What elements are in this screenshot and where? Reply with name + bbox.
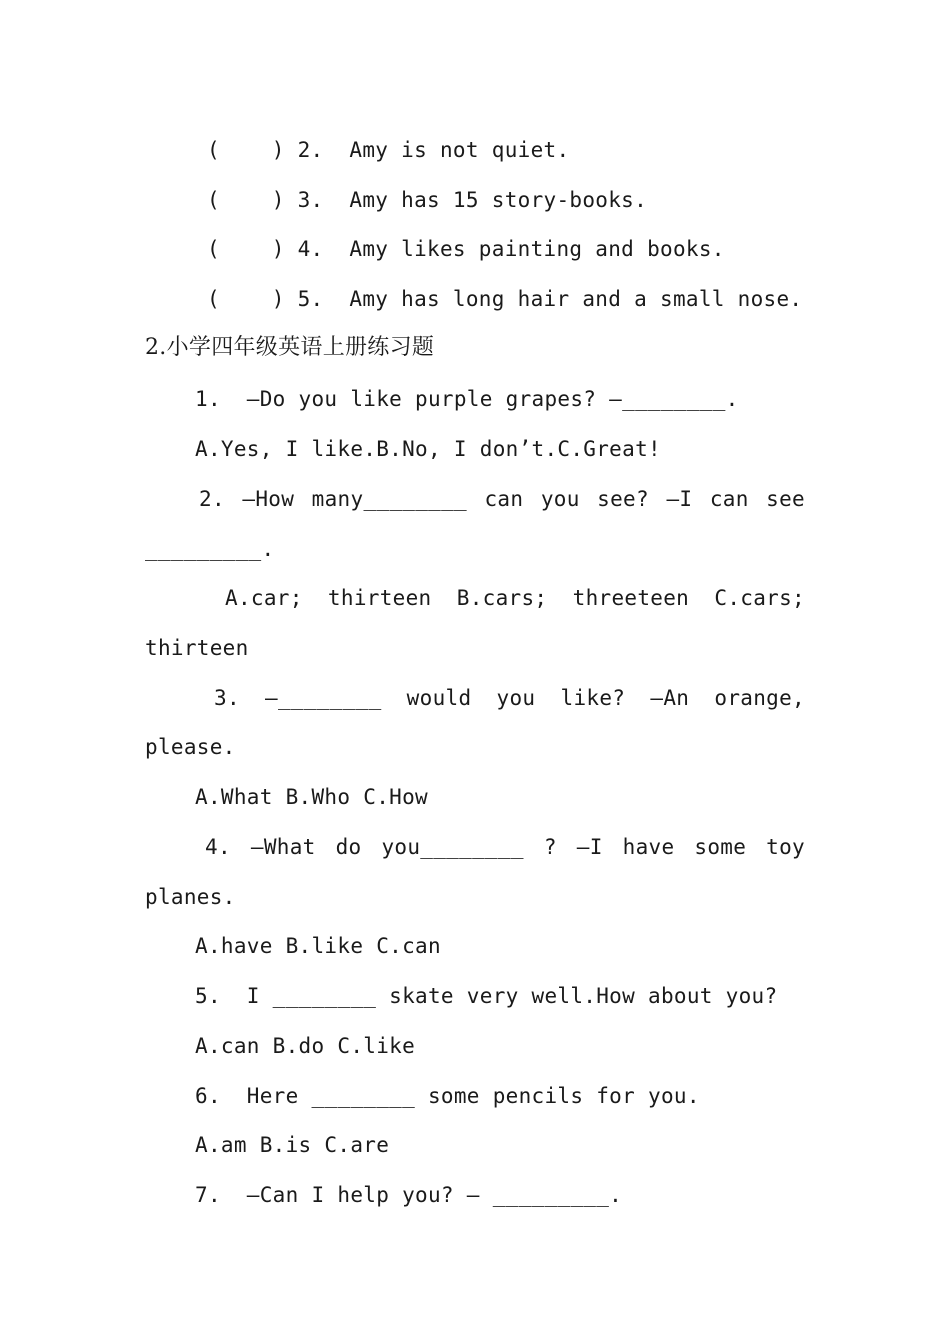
question-line: ( ) 2. Amy is not quiet. bbox=[207, 138, 570, 162]
question-line: _________. bbox=[145, 537, 275, 561]
answer-options: A.What B.Who C.How bbox=[195, 785, 428, 809]
section-heading: 2.小学四年级英语上册练习题 bbox=[145, 335, 435, 360]
answer-options: A.am B.is C.are bbox=[195, 1133, 390, 1157]
answer-options: A.Yes, I like.B.No, I don’t.C.Great! bbox=[195, 437, 661, 461]
question-line: 3. —________ would you like? —An orange, bbox=[214, 686, 805, 710]
question-line: 5. I ________ skate very well.How about you? bbox=[195, 984, 778, 1008]
answer-options: A.car; thirteen B.cars; threeteen C.cars; bbox=[225, 586, 805, 610]
answer-options: thirteen bbox=[145, 636, 249, 660]
question-line: ( ) 4. Amy likes painting and books. bbox=[207, 237, 725, 261]
question-line: ( ) 3. Amy has 15 story-books. bbox=[207, 188, 648, 212]
question-line: planes. bbox=[145, 885, 236, 909]
question-line: 4. —What do you________ ? —I have some toy bbox=[205, 835, 805, 859]
question-line: please. bbox=[145, 735, 236, 759]
question-line: 7. —Can I help you? — _________. bbox=[195, 1183, 623, 1207]
answer-options: A.can B.do C.like bbox=[195, 1034, 416, 1058]
question-line: 6. Here ________ some pencils for you. bbox=[195, 1084, 700, 1108]
question-line: 1. —Do you like purple grapes? —________. bbox=[195, 387, 739, 411]
answer-options: A.have B.like C.can bbox=[195, 934, 441, 958]
question-line: 2. —How many________ can you see? —I can see bbox=[199, 487, 805, 511]
question-line: ( ) 5. Amy has long hair and a small nose. bbox=[207, 287, 803, 311]
